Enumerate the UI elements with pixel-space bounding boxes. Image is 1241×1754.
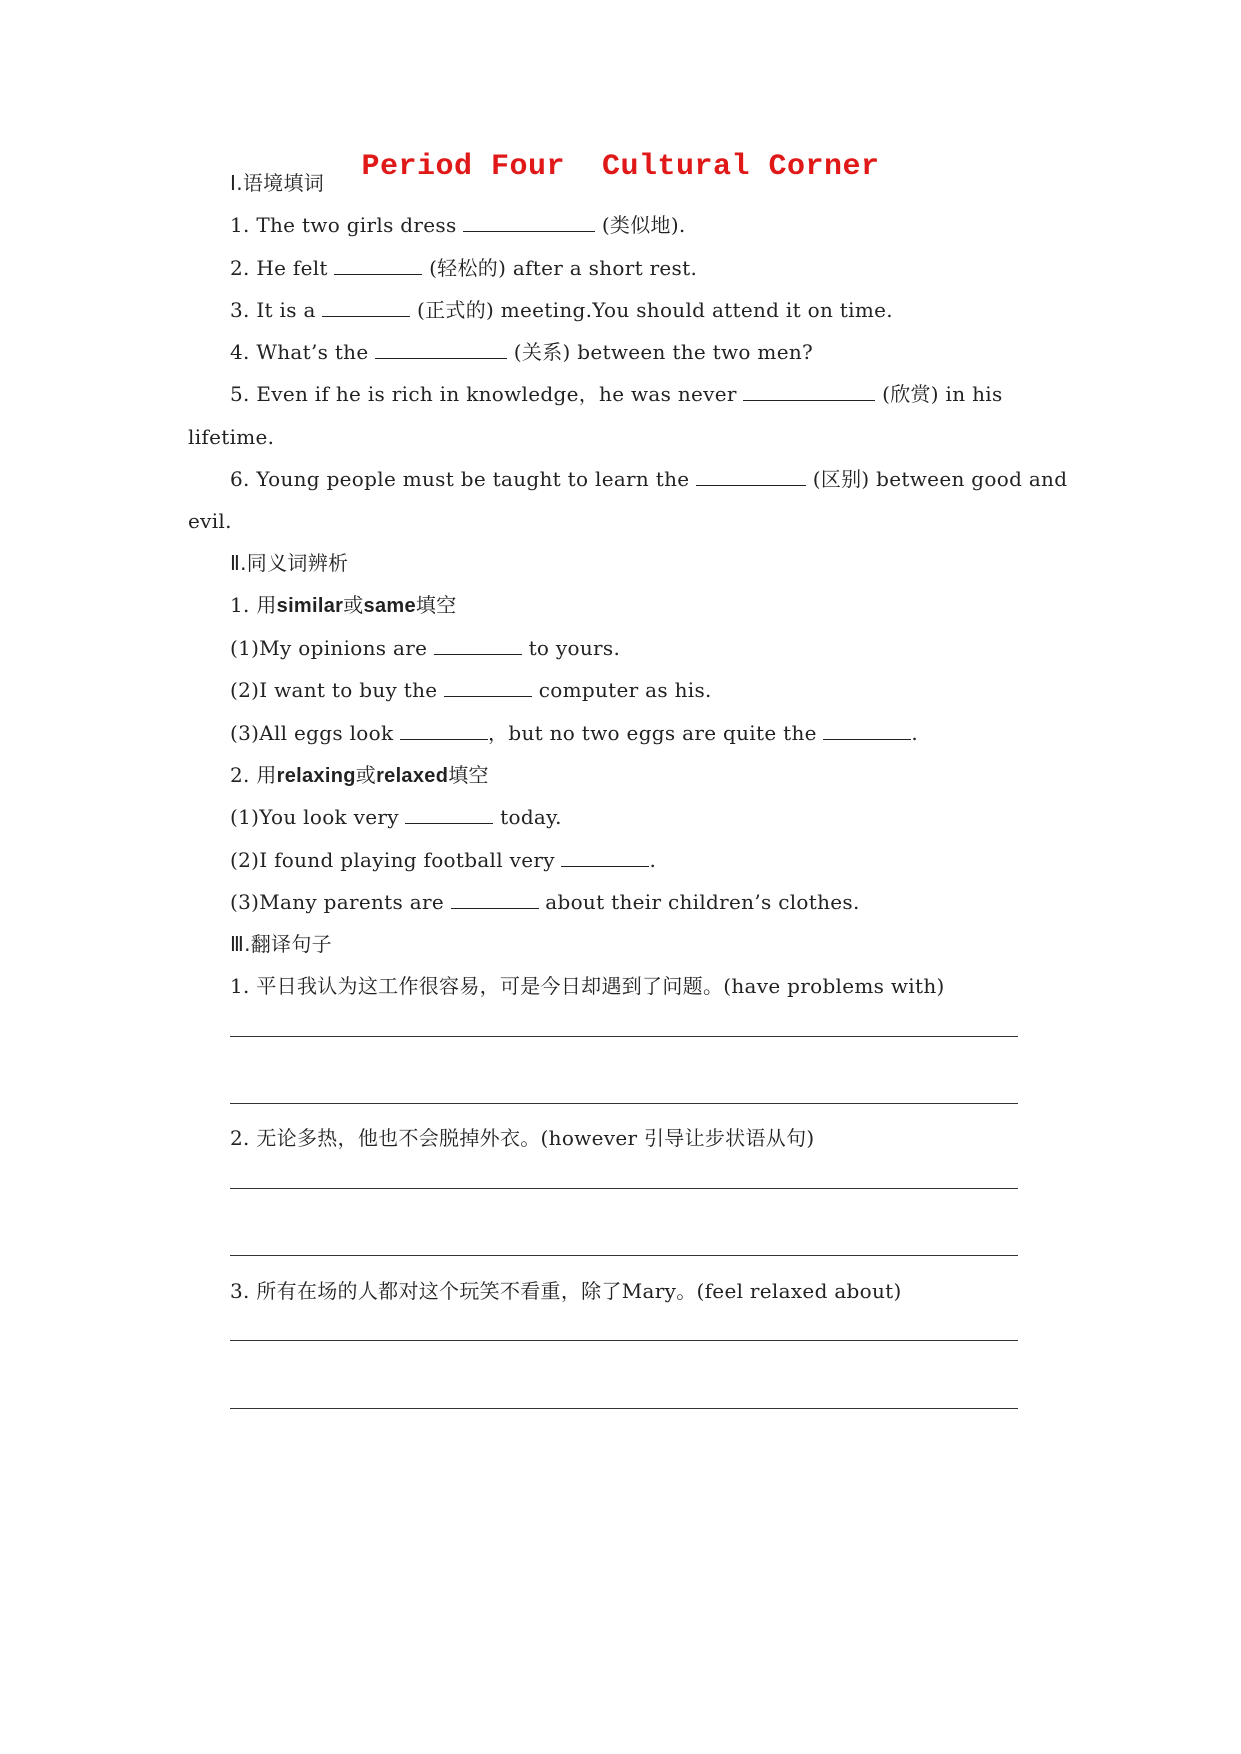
exercise-item: (3)Many parents are about their children’s clothes. [230,890,860,914]
section-heading-3: Ⅲ.翻译句子 [230,932,332,956]
answer-blank[interactable] [434,636,522,655]
answer-blank[interactable] [375,340,507,359]
exercise-item: (3)All eggs look ，but no two eggs are quite the . [230,721,919,745]
answer-line[interactable] [230,1408,1018,1409]
answer-blank[interactable] [463,213,595,232]
answer-line[interactable] [230,1036,1018,1037]
exercise-item: 2. He felt (轻松的) after a short rest. [230,256,698,280]
exercise-item: (2)I found playing football very . [230,848,657,872]
section-heading-1: Ⅰ.语境填词 [230,171,325,195]
answer-blank[interactable] [561,848,649,867]
page-title: Period Four Cultural Corner [361,150,880,184]
subsection-heading: 1. 用similar或same填空 [230,593,457,617]
answer-blank[interactable] [334,256,422,275]
answer-line[interactable] [230,1255,1018,1256]
exercise-item: (2)I want to buy the computer as his. [230,678,712,702]
answer-blank[interactable] [743,382,875,401]
answer-line[interactable] [230,1103,1018,1104]
answer-blank[interactable] [405,805,493,824]
translation-prompt: 3. 所有在场的人都对这个玩笑不看重，除了Mary。(feel relaxed about) [230,1279,902,1303]
exercise-item: (1)My opinions are to yours. [230,636,621,660]
exercise-item: 5. Even if he is rich in knowledge，he was never (欣赏) in his [230,382,1003,406]
answer-blank[interactable] [322,298,410,317]
answer-blank[interactable] [444,678,532,697]
exercise-item-continuation: evil. [188,509,232,533]
answer-blank[interactable] [451,890,539,909]
exercise-item: 6. Young people must be taught to learn the (区别) between good and [230,467,1068,491]
answer-line[interactable] [230,1340,1018,1341]
answer-line[interactable] [230,1188,1018,1189]
exercise-item: 1. The two girls dress (类似地). [230,213,686,237]
translation-prompt: 2. 无论多热，他也不会脱掉外衣。(however 引导让步状语从句) [230,1126,815,1150]
exercise-item: (1)You look very today. [230,805,562,829]
answer-blank[interactable] [696,467,806,486]
exercise-item-continuation: lifetime. [188,425,275,449]
subsection-heading: 2. 用relaxing或relaxed填空 [230,763,489,787]
answer-blank[interactable] [400,721,488,740]
exercise-item: 3. It is a (正式的) meeting.You should attend it on time. [230,298,893,322]
exercise-item: 4. What’s the (关系) between the two men? [230,340,814,364]
section-heading-2: Ⅱ.同义词辨析 [230,551,349,575]
answer-blank[interactable] [823,721,911,740]
translation-prompt: 1. 平日我认为这工作很容易，可是今日却遇到了问题。(have problems with) [230,974,945,998]
